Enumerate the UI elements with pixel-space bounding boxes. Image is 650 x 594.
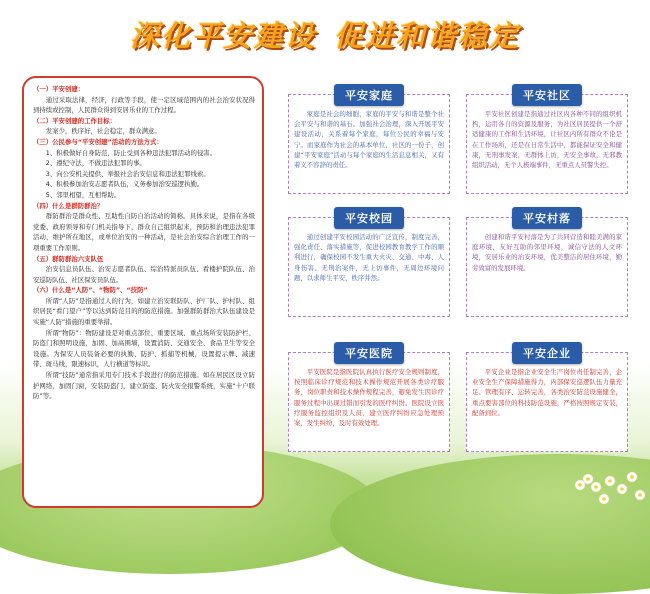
left-paragraph-8: 4、积极参加治安志愿者队伍，义务参加治安巡逻执勤。 — [45, 180, 204, 189]
left-paragraph-13: 治安信息员队伍、治安志愿者队伍、综治特派员队伍、看楼护院队伍、治安巡防队伍、社区保安员队伍。 — [33, 265, 255, 284]
card-safe-community — [466, 89, 628, 194]
left-paragraph-10: （四）什么是群防群治？ — [33, 201, 104, 210]
page-title — [0, 14, 650, 55]
left-paragraph-17: 所谓“技防”通常指采用专门技术手段进行的防范措施。如在居民区设立防护网络，加固门窗，安装防盗门，建立防盗、防火安全报警系统，实施“十户联防”等。 — [33, 371, 255, 401]
card-title-safe-community: 平安社区 — [512, 84, 582, 106]
left-paragraph-9: 5、邻里相望，互相帮助。 — [45, 190, 121, 199]
card-safe-enterprise — [466, 347, 628, 452]
left-info-panel — [22, 76, 264, 508]
card-title-safe-family: 平安家庭 — [334, 84, 404, 106]
left-paragraph-15: 所谓“人防”是指通过人的行为，如建立治安联防队、护厂队、护村队、组织居民“看门望户”等以达到防范目的的防范措施。加强群防群治大队伍建设是实施“人防”措施的重要举措。 — [33, 296, 255, 327]
left-paragraph-2: （二）平安创建的工作目标： — [33, 116, 117, 125]
left-paragraph-12: （五）群防群治六支队伍 — [33, 254, 104, 263]
left-paragraph-16: 所谓“物防”：物防建设是对重点部位、重要区域、重点场所安装防护栏、防盗门和照明设施，加固、加高围墙，设置消防、交通安全、食品卫生等安全设施。为保安人员装备必要的执勤、防护、抓捕等机械，设置提示牌、减速带、斑马线，限速标识，人行横道等标识。 — [33, 328, 255, 369]
card-safe-family — [288, 89, 450, 194]
card-text-safe-hospital: 平安医院是指医院认真执行医疗安全规则制度，按照临床诊疗规范和技术操作规范开展各类诊疗服务，岗位职责和技术操作规程完善，避免发生因诊疗服务过程中出现过错而引发的医疗纠纷。医院设立医疗服务监控组织及人员，建立医疗纠纷应急处理预案，发生纠纷，及时有效处理。 — [294, 368, 444, 428]
title-part2: 促进和谐稳定 — [334, 19, 521, 53]
flower-decoration-icon — [560, 455, 650, 514]
card-title-safe-enterprise: 平安企业 — [512, 342, 582, 364]
card-safe-campus — [288, 212, 450, 317]
title-part1: 深化平安建设 — [129, 19, 316, 53]
card-safe-hospital — [288, 347, 450, 452]
left-paragraph-4: （三）公民参与“平安创建”活动的方法方式： — [33, 137, 163, 146]
card-title-safe-campus: 平安校园 — [334, 207, 404, 229]
card-safe-village — [466, 212, 628, 317]
left-paragraph-7: 3、向公安机关提供、举报社会治安信息和违法犯罪线索。 — [45, 169, 210, 178]
left-paragraph-1: 通过采取法律，经济，行政等手段，使一定区域范围内的社会治安状况得到持续或控制，人民群众得到安居乐业的工作过程。 — [33, 95, 255, 115]
left-paragraph-3: 发案少，秩序好，社会稳定，群众满意。 — [45, 127, 161, 136]
left-paragraph-11: 群防群治是群众性、互助性自防自治活动的简称。具体来说，是指在各级党委、政府领导和专门机关指导下，群众自己组织起来，预防和治理违法犯罪活动，维护所在地区，或单位治安的一种活动，是社会治安综合治理工作的一项重要工作原则。 — [33, 212, 255, 252]
left-paragraph-5: 1、积极做好自身防范，防止受到各种违法犯罪活动的侵害。 — [45, 148, 217, 157]
card-title-safe-hospital: 平安医院 — [334, 342, 404, 364]
card-text-safe-village: 创建和谐平安村落是为了共同营造和睦美满的家庭环境，友好互助的邻里环境，诚信守法的人文环境，安居乐业的治安环境，优美整洁的居住环境，勤劳致富的发展环境。 — [472, 233, 622, 272]
card-text-safe-family: 家庭是社会的细胞，家庭的平安与和谐是整个社会平安与和谐的基石。加强社会治理，深入开展平安建设活动，关系着每个家庭，每位公民的幸福与安宁。而家庭作为社会的基本单位，社区的一份子，创建“平安家庭”活动与每个家庭的生活息息相关，又有着义不容辞的责任。 — [294, 110, 444, 170]
card-title-safe-village: 平安村落 — [512, 207, 582, 229]
card-text-safe-community: 平安社区创建是指通过社区内各种不同的组织机构，运用各自的资源及服务，为社区居民提供一个舒适健康的工作和生活环境，让社区内所有群众不论是在工作场所，还是在日常生活中，都能保证安全和健康，无刑事发案，无群体上访，无安全事故，无邪教组织活动，无个人极端事件，无重点人员警失控。 — [472, 110, 622, 170]
card-text-safe-enterprise: 平安企业是指企业安全生产岗位责任制完善，企业安全生产保障措施得力，内部保安巡逻队伍力量充足、管理有序、运转完善，各类治安防范设施健全，重点要害部位的科技防范设施，严格按照规定安装，配备到位。 — [472, 368, 622, 417]
left-paragraph-6: 2、遵纪守法，不做违法犯罪的事。 — [45, 159, 146, 168]
card-text-safe-campus: 通过创建平安校园活动的广泛宣传，制度完善，强化责任、落实措施等，促进校园教育教学工作的顺利进行，确保校园不发生重大火灾、交通、中毒、人身伤害、无刑治案件，无上访事件，无周边环境问题，以求师生平安，秩序井然。 — [294, 233, 444, 282]
left-paragraph-0: （一）平安创建： — [33, 85, 85, 93]
left-paragraph-14: （六）什么是“人防”、“物防”、“技防” — [33, 286, 148, 295]
